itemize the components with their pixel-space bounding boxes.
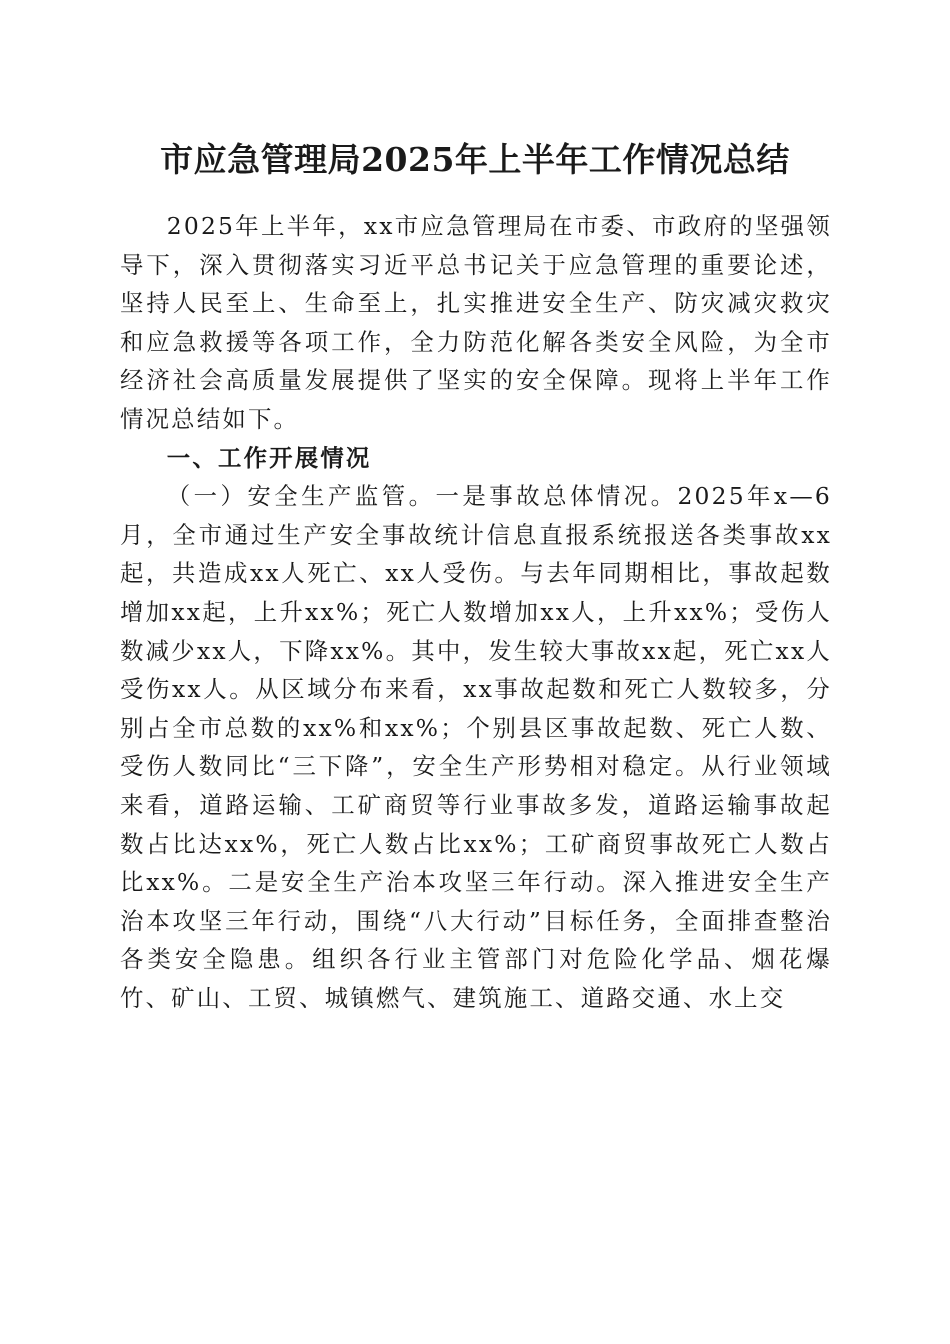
document-title: 市应急管理局2025年上半年工作情况总结 — [160, 140, 790, 179]
document-body — [120, 207, 832, 1017]
intro-paragraph: 2025年上半年，xx市应急管理局在市委、市政府的坚强领导下，深入贯彻落实习近平总书记关于应急管理的重要论述，坚持人民至上、生命至上，扎实推进安全生产、防灾减灾救灾和应急救援等各项工作，全力防范化解各类安全风险，为全市经济社会高质量发展提供了坚实的安全保障。现将上半年工作情况总结如下。 — [120, 212, 832, 433]
section-heading: 一、工作开展情况 — [166, 443, 372, 472]
section-paragraph: （一）安全生产监管。一是事故总体情况。2025年x—6月，全市通过生产安全事故统计信息直报系统报送各类事故xx起，共造成xx人死亡、xx人受伤。与去年同期相比，事故起数增加xx起，上升xx%；死亡人数增加xx人，上升xx%；受伤人数减少xx人，下降xx%。其中，发生较大事故xx起，死亡xx人受伤xx人。从区域分布来看，xx事故起数和死亡人数较多，分别占全市总数的xx%和xx%；个别县区事故起数、死亡人数、受伤人数同比“三下降”，安全生产形势相对稳定。从行业领域来看，道路运输、工矿商贸等行业事故多发，道路运输事故起数占比达xx%，死亡人数占比xx%；工矿商贸事故死亡人数占比xx%。二是安全生产治本攻坚三年行动。深入推进安全生产治本攻坚三年行动，围绕“八大行动”目标任务，全面排查整治各类安全隐患。组织各行业主管部门对危险化学品、烟花爆竹、矿山、工贸、城镇燃气、建筑施工、道路交通、水上交 — [120, 482, 832, 1012]
